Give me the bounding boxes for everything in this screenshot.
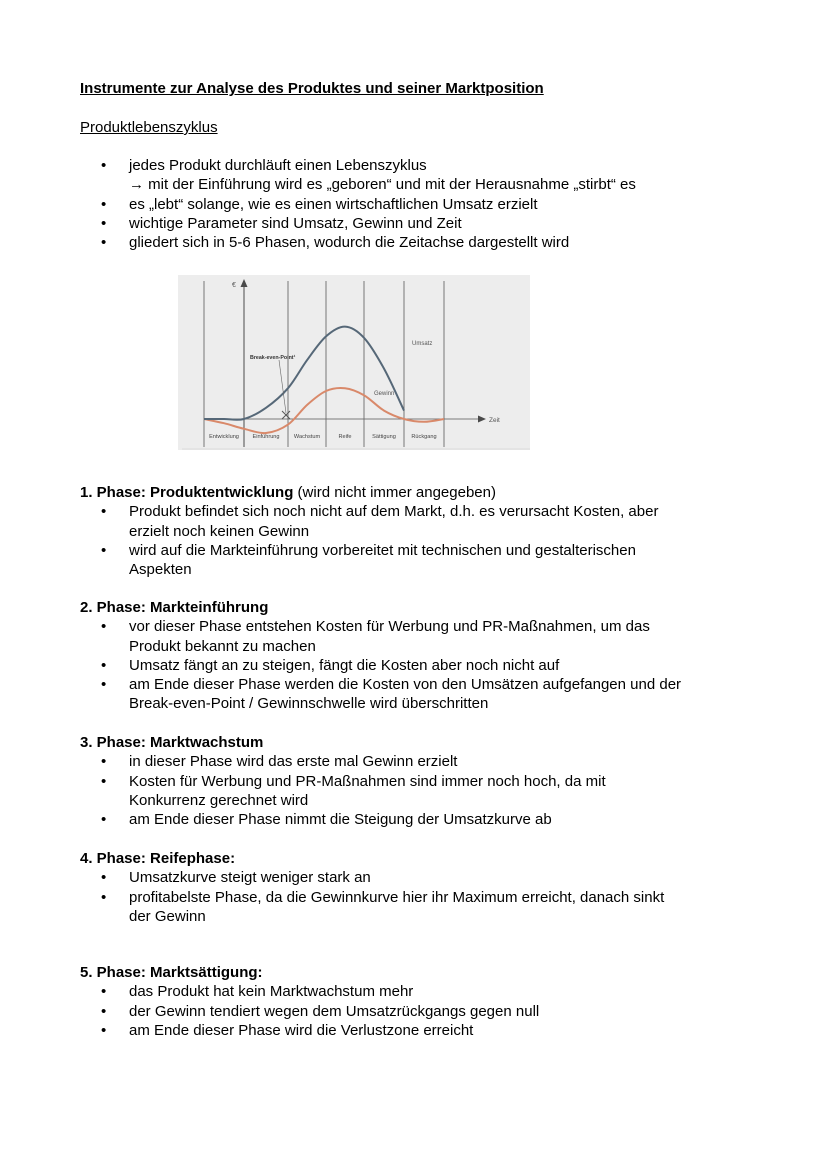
list-item: • der Gewinn tendiert wegen dem Umsatzrückgangs gegen null bbox=[101, 1002, 540, 1020]
chart-background bbox=[178, 275, 530, 450]
phase-4-heading: 4. Phase: Reifephase: bbox=[80, 850, 236, 867]
phase-2-section bbox=[80, 598, 780, 714]
phase-1-heading: 1. Phase: Produktentwicklung (wird nicht immer angegeben) bbox=[80, 484, 496, 501]
x-axis-label: Zeit bbox=[489, 417, 500, 424]
annotation-break-even: Break-even-Point¹ bbox=[250, 355, 296, 361]
list-item: • am Ende dieser Phase wird die Verlustzone erreicht bbox=[101, 1021, 474, 1039]
phase-5-heading: 5. Phase: Marktsättigung: bbox=[80, 964, 263, 981]
list-item: • am Ende dieser Phase werden die Kosten von den Umsätzen aufgefangen und der Break-even-Point / Gewinnschwelle wird überschritten bbox=[101, 676, 682, 713]
phase-1-section bbox=[80, 483, 780, 579]
phase-2-list bbox=[80, 617, 780, 713]
category-label: Wachstum bbox=[293, 434, 321, 440]
category-label: Rückgang bbox=[411, 434, 437, 440]
list-item: • Kosten für Werbung und PR-Maßnahmen sind immer noch hoch, da mit Konkurrenz gerechnet wird bbox=[101, 772, 606, 809]
intro-bullet-list bbox=[0, 156, 769, 252]
list-item: • vor dieser Phase entstehen Kosten für Werbung und PR-Maßnahmen, um das Produkt bekannt zu machen bbox=[101, 618, 650, 655]
phase-5-section bbox=[80, 963, 780, 1040]
list-item: • Umsatz fängt an zu steigen, fängt die Kosten aber noch nicht auf bbox=[101, 656, 560, 674]
section-title: Produktlebenszyklus bbox=[80, 119, 218, 136]
phase-2-heading: 2. Phase: Markteinführung bbox=[80, 599, 269, 616]
y-axis-label: € bbox=[232, 282, 236, 289]
product-lifecycle-chart bbox=[178, 275, 530, 450]
phase-4-list bbox=[80, 868, 780, 926]
list-item: • am Ende dieser Phase nimmt die Steigung der Umsatzkurve ab bbox=[101, 811, 552, 829]
legend-label-umsatz: Umsatz bbox=[412, 341, 433, 347]
list-item: • das Produkt hat kein Marktwachstum mehr bbox=[101, 983, 414, 1001]
list-item: • Produkt befindet sich noch nicht auf dem Markt, d.h. es verursacht Kosten, aber erzielt noch keinen Gewinn bbox=[101, 503, 659, 540]
list-item: • jedes Produkt durchläuft einen Lebenszyklus → mit der Einführung wird es „geboren“ und mit der Herausnahme „stirbt“ es bbox=[101, 157, 636, 194]
phase-3-section bbox=[80, 733, 780, 829]
chart-svg bbox=[178, 275, 530, 450]
list-item: • es „lebt“ solange, wie es einen wirtschaftlichen Umsatz erzielt bbox=[101, 195, 538, 213]
phase-3-heading: 3. Phase: Marktwachstum bbox=[80, 734, 264, 751]
phase-1-list bbox=[80, 502, 780, 579]
list-item: • profitabelste Phase, da die Gewinnkurve hier ihr Maximum erreicht, danach sinkt der Gewinn bbox=[101, 888, 665, 925]
category-label: Einführung bbox=[252, 434, 280, 440]
list-item: • in dieser Phase wird das erste mal Gewinn erzielt bbox=[101, 753, 458, 771]
phase-5-list bbox=[80, 982, 780, 1040]
list-item: • wichtige Parameter sind Umsatz, Gewinn und Zeit bbox=[101, 214, 462, 232]
document-title: Instrumente zur Analyse des Produktes und seiner Marktposition bbox=[80, 80, 544, 97]
legend-label-gewinn: Gewinn bbox=[374, 391, 395, 397]
phase-4-section bbox=[80, 849, 780, 926]
category-label: Reife bbox=[338, 434, 352, 440]
list-item: • wird auf die Markteinführung vorbereitet mit technischen und gestalterischen Aspekten bbox=[101, 541, 636, 579]
category-label: Entwicklung bbox=[209, 434, 239, 440]
phase-3-list bbox=[80, 752, 780, 829]
list-item: • gliedert sich in 5-6 Phasen, wodurch die Zeitachse dargestellt wird bbox=[101, 234, 570, 252]
category-label: Sättigung bbox=[372, 434, 396, 440]
list-item: • Umsatzkurve steigt weniger stark an bbox=[101, 869, 371, 887]
